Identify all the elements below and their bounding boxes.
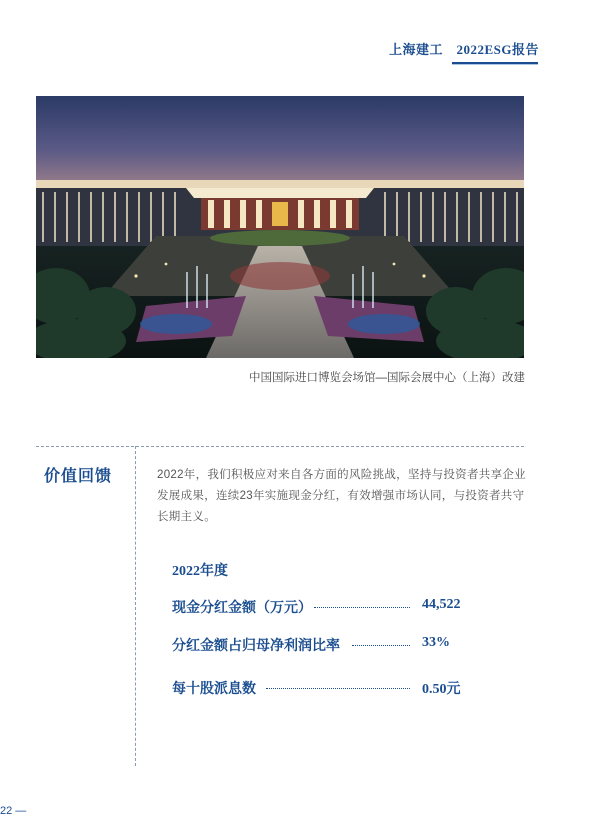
- metric-value: 0.50元: [422, 682, 461, 697]
- dotted-leader: [314, 607, 410, 608]
- metric-row: [172, 678, 472, 698]
- venue-photo: [36, 96, 524, 358]
- dotted-leader: [352, 645, 410, 646]
- page-number: 22 —: [0, 805, 27, 817]
- metric-row: [172, 635, 472, 655]
- venue-photo-illustration: [36, 96, 524, 358]
- photo-caption: 中国国际进口博览会场馆—国际会展中心（上海）改建: [249, 372, 525, 384]
- section-vertical-divider: [135, 446, 136, 766]
- metric-label: 每十股派息数: [172, 682, 256, 697]
- section-divider: [36, 446, 524, 447]
- metric-row: [172, 597, 472, 617]
- dotted-leader: [266, 688, 410, 689]
- section-intro: 2022年，我们积极应对来自各方面的风险挑战，坚持与投资者共享企业发展成果，连续23年实施现金分红，有效增强市场认同，与投资者共守长期主义。: [157, 469, 526, 523]
- metric-value: 33%: [422, 635, 450, 650]
- year-label: 2022年度: [172, 564, 228, 579]
- header-title: 上海建工 2022ESG报告: [388, 42, 539, 57]
- section-title: 价值回馈: [44, 468, 113, 485]
- metric-value: 44,522: [422, 597, 461, 612]
- header-bar-accent: [452, 64, 538, 65]
- metric-label: 现金分红金额（万元）: [172, 601, 312, 616]
- metric-label: 分红金额占归母净利润比率: [172, 639, 340, 654]
